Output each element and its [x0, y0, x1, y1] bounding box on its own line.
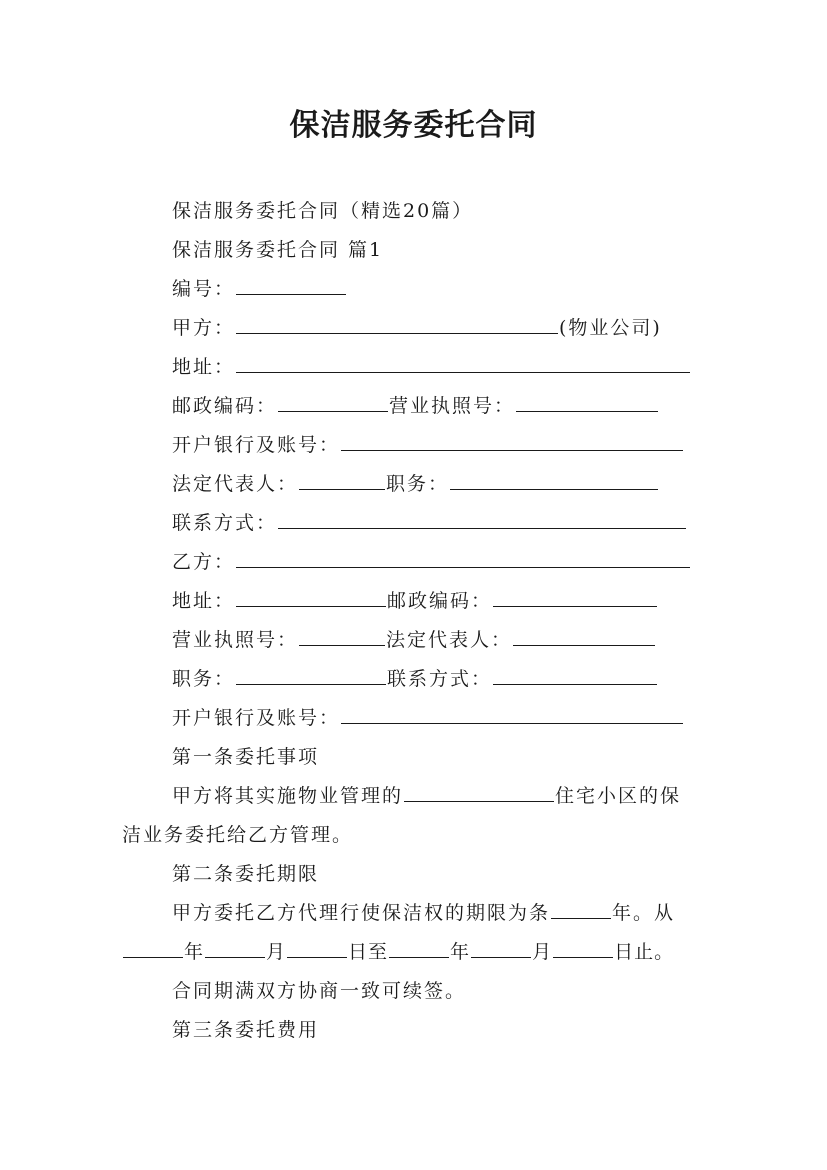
- number-row: [172, 276, 347, 302]
- article1-text-a: 甲方将其实施物业管理的: [172, 785, 404, 807]
- number-blank: [236, 276, 346, 295]
- subtitle: 保洁服务委托合同（精选20篇）: [172, 200, 474, 222]
- party-a-label: 甲方：: [172, 317, 236, 339]
- article1-title: 第一条委托事项: [172, 746, 320, 768]
- article3-title: 第三条委托费用: [172, 1019, 320, 1041]
- article1-paragraph-line1: [172, 783, 681, 809]
- position-label: 职务：: [386, 473, 450, 495]
- start-day-blank: [287, 939, 347, 958]
- postcode-row: [172, 393, 659, 419]
- b-legal-rep-blank: [513, 627, 655, 646]
- party-a-suffix: (物业公司): [559, 317, 662, 339]
- bank-label: 开户银行及账号：: [172, 434, 341, 456]
- end-year-blank: [389, 939, 449, 958]
- article1-text-b: 住宅小区的保: [555, 785, 682, 807]
- b-address-label: 地址：: [172, 590, 236, 612]
- article2-paragraph-line1: [172, 900, 675, 926]
- party-a-blank: [236, 315, 558, 334]
- article1-paragraph-line2: 洁业务委托给乙方管理。: [122, 824, 354, 846]
- start-month-blank: [205, 939, 265, 958]
- address-blank: [236, 354, 690, 373]
- legal-rep-blank: [299, 471, 385, 490]
- end-year-unit: 年: [450, 941, 471, 963]
- article2-text-a: 甲方委托乙方代理行使保洁权的期限为条: [172, 902, 551, 924]
- start-day-unit: 日至: [348, 941, 389, 963]
- party-b-row: [172, 549, 691, 575]
- article2-paragraph-line2: [122, 939, 674, 965]
- b-bank-row: [172, 705, 684, 731]
- number-label: 编号：: [172, 278, 236, 300]
- start-year-unit: 年: [184, 941, 205, 963]
- legal-rep-label: 法定代表人：: [172, 473, 299, 495]
- b-contact-label: 联系方式：: [387, 668, 493, 690]
- b-address-row: [172, 588, 658, 614]
- end-month-blank: [471, 939, 531, 958]
- end-day-blank: [553, 939, 613, 958]
- b-position-row: [172, 666, 658, 692]
- party-b-label: 乙方：: [172, 551, 236, 573]
- community-blank: [404, 783, 554, 802]
- party-b-blank: [236, 549, 690, 568]
- license-label: 营业执照号：: [389, 395, 516, 417]
- b-legal-rep-label: 法定代表人：: [386, 629, 513, 651]
- bank-row: [172, 432, 684, 458]
- position-blank: [450, 471, 658, 490]
- party-a-row: [172, 315, 662, 341]
- b-postcode-label: 邮政编码：: [387, 590, 493, 612]
- contact-blank: [278, 510, 686, 529]
- term-years-blank: [551, 900, 611, 919]
- article2-title: 第二条委托期限: [172, 863, 320, 885]
- license-blank: [516, 393, 658, 412]
- b-position-blank: [236, 666, 386, 685]
- contact-label: 联系方式：: [172, 512, 278, 534]
- address-label: 地址：: [172, 356, 236, 378]
- b-position-label: 职务：: [172, 668, 236, 690]
- end-month-unit: 月: [532, 941, 553, 963]
- end-day-unit: 日止。: [614, 941, 675, 963]
- bank-blank: [341, 432, 683, 451]
- b-postcode-blank: [493, 588, 657, 607]
- start-year-blank: [123, 939, 183, 958]
- b-bank-label: 开户银行及账号：: [172, 707, 341, 729]
- postcode-label: 邮政编码：: [172, 395, 278, 417]
- article2-paragraph-line3: 合同期满双方协商一致可续签。: [172, 980, 467, 1002]
- b-address-blank: [236, 588, 386, 607]
- page-title: 保洁服务委托合同: [289, 108, 538, 143]
- start-month-unit: 月: [266, 941, 287, 963]
- address-row: [172, 354, 691, 380]
- b-contact-blank: [493, 666, 657, 685]
- b-license-blank: [299, 627, 385, 646]
- postcode-blank: [278, 393, 388, 412]
- b-license-row: [172, 627, 656, 653]
- b-license-label: 营业执照号：: [172, 629, 299, 651]
- part-heading: 保洁服务委托合同 篇1: [172, 239, 384, 261]
- legal-rep-row: [172, 471, 659, 497]
- article2-text-b: 年。从: [612, 902, 676, 924]
- b-bank-blank: [341, 705, 683, 724]
- contact-row: [172, 510, 687, 536]
